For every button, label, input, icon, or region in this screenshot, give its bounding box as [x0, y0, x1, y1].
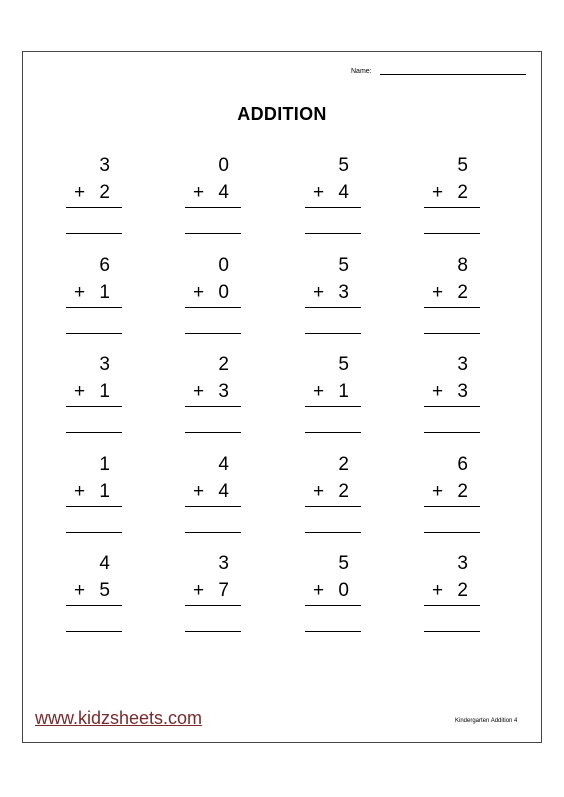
sum-rule [66, 406, 122, 407]
answer-line[interactable] [305, 631, 361, 632]
sum-rule [66, 207, 122, 208]
plus-sign: + [193, 282, 205, 303]
sum-rule [66, 506, 122, 507]
addition-problem [305, 155, 361, 235]
sum-rule [424, 406, 480, 407]
first-addend: 5 [338, 155, 349, 176]
second-addend: 2 [457, 481, 468, 502]
first-addend: 5 [338, 255, 349, 276]
addition-problem [185, 255, 241, 335]
name-label: Name: [351, 68, 372, 75]
sum-rule [305, 207, 361, 208]
answer-line[interactable] [185, 532, 241, 533]
second-addend: 1 [338, 381, 349, 402]
sum-rule [424, 506, 480, 507]
sum-rule [305, 307, 361, 308]
worksheet-page [22, 51, 542, 743]
second-addend: 2 [338, 481, 349, 502]
addition-problem [424, 255, 480, 335]
first-addend: 3 [457, 354, 468, 375]
answer-line[interactable] [424, 631, 480, 632]
plus-sign: + [193, 580, 205, 601]
addition-problem [66, 354, 122, 434]
footer-label: Kindergarten Addition 4 [455, 718, 518, 724]
addition-problem [305, 255, 361, 335]
plus-sign: + [193, 481, 205, 502]
addition-problem [185, 553, 241, 633]
addition-problem [185, 155, 241, 235]
second-addend: 4 [338, 182, 349, 203]
addition-problem [66, 255, 122, 335]
plus-sign: + [432, 282, 444, 303]
sum-rule [305, 406, 361, 407]
sum-rule [424, 207, 480, 208]
addition-problem [305, 553, 361, 633]
plus-sign: + [313, 282, 325, 303]
first-addend: 3 [457, 553, 468, 574]
answer-line[interactable] [66, 432, 122, 433]
plus-sign: + [193, 381, 205, 402]
addition-problem [424, 354, 480, 434]
plus-sign: + [74, 381, 86, 402]
second-addend: 0 [338, 580, 349, 601]
plus-sign: + [432, 381, 444, 402]
first-addend: 5 [457, 155, 468, 176]
answer-line[interactable] [185, 631, 241, 632]
plus-sign: + [74, 282, 86, 303]
second-addend: 5 [99, 580, 110, 601]
second-addend: 1 [99, 481, 110, 502]
answer-line[interactable] [424, 432, 480, 433]
first-addend: 0 [218, 155, 229, 176]
answer-line[interactable] [305, 233, 361, 234]
second-addend: 2 [457, 182, 468, 203]
answer-line[interactable] [424, 333, 480, 334]
answer-line[interactable] [305, 532, 361, 533]
sum-rule [66, 605, 122, 606]
answer-line[interactable] [424, 532, 480, 533]
plus-sign: + [313, 580, 325, 601]
sum-rule [185, 406, 241, 407]
second-addend: 0 [218, 282, 229, 303]
second-addend: 1 [99, 381, 110, 402]
first-addend: 1 [99, 454, 110, 475]
first-addend: 3 [99, 155, 110, 176]
first-addend: 3 [99, 354, 110, 375]
sum-rule [185, 207, 241, 208]
addition-problem [305, 354, 361, 434]
plus-sign: + [432, 580, 444, 601]
sum-rule [185, 307, 241, 308]
first-addend: 3 [218, 553, 229, 574]
first-addend: 0 [218, 255, 229, 276]
answer-line[interactable] [66, 233, 122, 234]
addition-problem [424, 155, 480, 235]
first-addend: 2 [218, 354, 229, 375]
second-addend: 2 [457, 580, 468, 601]
first-addend: 6 [457, 454, 468, 475]
answer-line[interactable] [66, 333, 122, 334]
first-addend: 6 [99, 255, 110, 276]
first-addend: 2 [338, 454, 349, 475]
sum-rule [424, 605, 480, 606]
addition-problem [424, 454, 480, 534]
answer-line[interactable] [185, 233, 241, 234]
first-addend: 4 [218, 454, 229, 475]
plus-sign: + [74, 481, 86, 502]
second-addend: 4 [218, 182, 229, 203]
plus-sign: + [74, 580, 86, 601]
plus-sign: + [313, 381, 325, 402]
plus-sign: + [432, 182, 444, 203]
first-addend: 4 [99, 553, 110, 574]
sum-rule [185, 605, 241, 606]
sum-rule [305, 506, 361, 507]
addition-problem [66, 454, 122, 534]
answer-line[interactable] [185, 432, 241, 433]
answer-line[interactable] [305, 432, 361, 433]
addition-problem [66, 155, 122, 235]
plus-sign: + [193, 182, 205, 203]
first-addend: 5 [338, 553, 349, 574]
addition-problem [185, 354, 241, 434]
website-link[interactable]: www.kidzsheets.com [35, 708, 203, 728]
answer-line[interactable] [424, 233, 480, 234]
addition-problem [185, 454, 241, 534]
answer-line[interactable] [305, 333, 361, 334]
second-addend: 3 [218, 381, 229, 402]
worksheet-title: ADDITION [237, 104, 327, 124]
answer-line[interactable] [185, 333, 241, 334]
sum-rule [66, 307, 122, 308]
second-addend: 3 [457, 381, 468, 402]
addition-problem [66, 553, 122, 633]
answer-line[interactable] [66, 532, 122, 533]
first-addend: 5 [338, 354, 349, 375]
second-addend: 3 [338, 282, 349, 303]
sum-rule [424, 307, 480, 308]
problem-grid [23, 52, 541, 742]
second-addend: 7 [218, 580, 229, 601]
second-addend: 4 [218, 481, 229, 502]
plus-sign: + [313, 182, 325, 203]
plus-sign: + [74, 182, 86, 203]
answer-line[interactable] [66, 631, 122, 632]
sum-rule [185, 506, 241, 507]
plus-sign: + [313, 481, 325, 502]
second-addend: 1 [99, 282, 110, 303]
first-addend: 8 [457, 255, 468, 276]
addition-problem [305, 454, 361, 534]
sum-rule [305, 605, 361, 606]
plus-sign: + [432, 481, 444, 502]
addition-problem [424, 553, 480, 633]
second-addend: 2 [99, 182, 110, 203]
second-addend: 2 [457, 282, 468, 303]
